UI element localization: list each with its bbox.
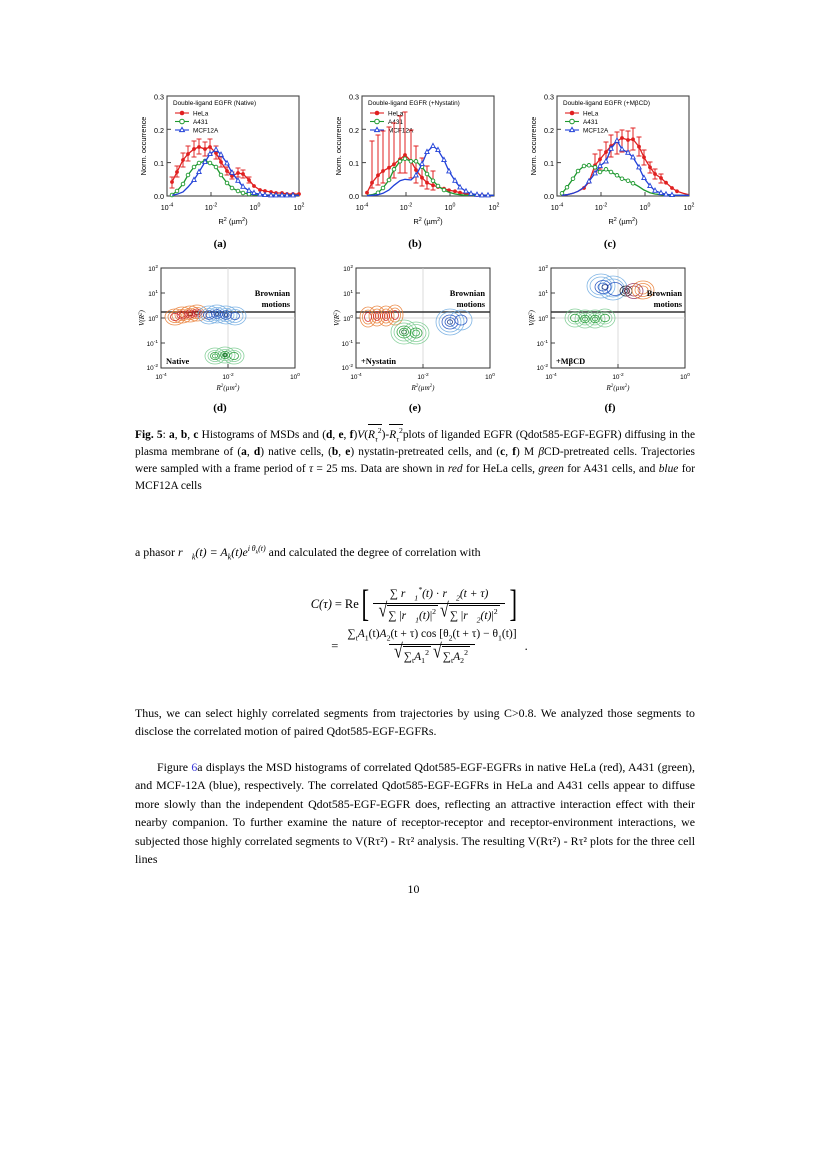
svg-text:102: $10^2$: [293, 202, 305, 212]
svg-text:10-4: $10^{-4}$: [160, 202, 174, 212]
panel-d: [135, 260, 305, 414]
panel-b-caption: (b): [408, 238, 422, 250]
panel-f-condition-label: +MβCD: [556, 357, 586, 366]
svg-text:102: $10^2$: [538, 265, 548, 273]
svg-text:0.3: 0.3: [154, 92, 164, 102]
equation-line-1: C(τ) = Re [ ∑ $r⃗_1^*(t)$ · $r⃗_2(t + \tau)$ √ ∑ $|r⃗_1(t)|^2$ √ ∑ $|r⃗_2(t)|^2$ ]: [310, 583, 517, 626]
figure-row-contours: [135, 260, 695, 414]
svg-text:MCF12A: MCF12A: [583, 127, 609, 135]
svg-text:0.0: 0.0: [349, 192, 359, 201]
svg-text:A431: A431: [583, 118, 598, 126]
svg-text:V(R2): $V(R^2)$: [528, 310, 536, 326]
panel-c-caption: (c): [603, 238, 617, 250]
svg-text:10-1: $10^{-1}$: [146, 340, 158, 348]
svg-text:100: $10^0$: [680, 373, 690, 381]
panel-f-plot: [525, 260, 697, 400]
svg-text:HeLa: HeLa: [193, 110, 209, 118]
panel-b: [330, 88, 500, 250]
page-number: 10: [407, 882, 420, 896]
svg-text:10-2: $10^{-2}$: [536, 364, 548, 372]
svg-text:100: $10^0$: [538, 315, 548, 323]
bracket-left-icon: [: [361, 583, 369, 626]
svg-text:0.2: 0.2: [544, 125, 554, 135]
svg-text:MCF12A: MCF12A: [388, 127, 414, 135]
svg-text:Norm. occurrence: Norm. occurrence: [139, 116, 148, 176]
panel-d-condition-label: Native: [166, 357, 190, 366]
paragraph-figure-6: [135, 758, 695, 869]
svg-text:102: $10^2$: [343, 265, 353, 273]
panel-a-caption: (a): [213, 238, 227, 250]
figure-5: [135, 88, 695, 414]
svg-text:0.3: 0.3: [349, 92, 359, 102]
svg-text:V(R2): $V(R^2)$: [333, 310, 341, 326]
svg-text:100: $10^0$: [148, 315, 158, 323]
equation-fraction-1: [373, 585, 504, 624]
svg-text:V(R2): $V(R^2)$: [138, 310, 146, 326]
svg-text:102: $10^2$: [148, 265, 158, 273]
equation-numerator-1: ∑ $r⃗_1^*(t)$ · $r⃗_2(t + \tau)$: [389, 585, 489, 603]
equation-denominator-2: √ $\sum_tA_1^2$ √ $\sum_tA_2^2$: [389, 644, 475, 665]
svg-text:101: $10^1$: [538, 290, 548, 298]
panel-f-annotation-line2: motions: [653, 300, 682, 309]
panel-f: [525, 260, 695, 414]
panel-b-plot: [330, 88, 500, 236]
svg-text:10-2: $10^{-2}$: [417, 373, 429, 381]
svg-text:10-2: $10^{-2}$: [222, 373, 234, 381]
svg-text:100: $10^0$: [249, 202, 261, 212]
svg-text:0.1: 0.1: [544, 159, 554, 169]
svg-text:HeLa: HeLa: [388, 110, 404, 118]
equation-fraction-2: [343, 628, 520, 664]
svg-text:10-2: $10^{-2}$: [204, 202, 218, 212]
svg-text:A431: A431: [388, 118, 403, 126]
svg-text:102: $10^2$: [488, 202, 500, 212]
equation-denominator-1: √ ∑ $|r⃗_1(t)|^2$ √ ∑ $|r⃗_2(t)|^2$: [373, 603, 504, 624]
bracket-right-icon: ]: [509, 583, 517, 626]
panel-e-annotation-line2: motions: [456, 300, 485, 309]
panel-b-legend-title: Double-ligand EGFR (+Nystatin): [368, 100, 460, 107]
panel-e: [330, 260, 500, 414]
svg-text:R2 (µm2): $R^2$ (µm$^2$): [413, 216, 443, 226]
panel-e-annotation-line1: Brownian: [449, 289, 485, 298]
svg-text:100: $10^0$: [485, 373, 495, 381]
svg-text:10-2: $10^{-2}$: [341, 364, 353, 372]
svg-text:0.2: 0.2: [154, 125, 164, 135]
panel-d-annotation-line2: motions: [261, 300, 290, 309]
equation-correlation: [135, 585, 695, 665]
svg-text:10-2: $10^{-2}$: [399, 202, 413, 212]
svg-text:10-2: $10^{-2}$: [594, 202, 608, 212]
svg-text:R2(µm2): $R^2(\mu m^2)$: [216, 384, 240, 392]
svg-text:10-4: $10^{-4}$: [550, 202, 564, 212]
equation-l-h-s: C(τ): [310, 597, 332, 612]
svg-text:101: $10^1$: [343, 290, 353, 298]
svg-text:102: $10^2$: [683, 202, 695, 212]
svg-text:10-4: $10^{-4}$: [155, 373, 167, 381]
svg-text:100: $10^0$: [343, 315, 353, 323]
panel-c: [525, 88, 695, 250]
paragraph-thus: Thus, we can select highly correlated segments from trajectories by using C>0.8. We analyzed those segments to disclose the correlated motion of paired Qdot585-EGF-EGFRs.: [135, 706, 695, 739]
svg-text:10-4: $10^{-4}$: [545, 373, 557, 381]
svg-text:R2(µm2): $R^2(\mu m^2)$: [411, 384, 435, 392]
svg-text:10-2: $10^{-2}$: [612, 373, 624, 381]
svg-text:10-2: $10^{-2}$: [146, 364, 158, 372]
panel-f-annotation-line1: Brownian: [646, 289, 682, 298]
figure-ref-pre: Figure: [157, 760, 192, 774]
figure-caption: Fig. 5: a, b, c Histograms of MSDs and (d, e, $f)V(R_\tau^2)-R_\tau^2plots$ of liganded EGFR (Qdot585-EGF-EGFR) diffusing in the plasma membrane of (a, d) native cells, (b, e) nystatin-pretreated cells, and (c, f) M βCD-pretreated cells. Trajectories were sampled with a frame period of τ = 25 ms. Data are shown in red for HeLa cells, green for A431 cells, and blue for MCF12A cells: [135, 426, 695, 492]
panel-a-legend-title: Double-ligand EGFR (Native): [173, 100, 257, 107]
svg-text:0.0: 0.0: [544, 192, 554, 201]
figure-row-histograms: [135, 88, 695, 250]
paragraph-phasor: [135, 543, 695, 564]
svg-text:10-4: $10^{-4}$: [355, 202, 369, 212]
equation-re-operator: Re: [344, 597, 359, 612]
svg-text:R2 (µm2): $R^2$ (µm$^2$): [608, 216, 638, 226]
phasor-formula: $r⃗_k(t) = A_k(t)e^{i \theta_k(t)}$: [177, 544, 266, 562]
svg-text:10-4: $10^{-4}$: [350, 373, 362, 381]
svg-text:100: $10^0$: [639, 202, 651, 212]
svg-text:0.1: 0.1: [349, 159, 359, 169]
svg-text:0.2: 0.2: [349, 125, 359, 135]
panel-e-condition-label: +Nystatin: [361, 357, 397, 366]
svg-text:HeLa: HeLa: [583, 110, 599, 118]
panel-f-caption: (f): [604, 402, 616, 414]
panel-c-plot: [525, 88, 695, 236]
svg-text:MCF12A: MCF12A: [193, 127, 219, 135]
svg-text:R2(µm2): $R^2(\mu m^2)$: [606, 384, 630, 392]
svg-text:100: $10^0$: [290, 373, 300, 381]
svg-text:A431: A431: [193, 118, 208, 126]
panel-d-plot: [135, 260, 307, 400]
equation-numerator-2: $\sum_tA_1(t)A_2(t + \tau)$ $\cos [\theta_2(t + \tau) - \theta_1(t)]$: [347, 628, 517, 643]
svg-text:Norm. occurrence: Norm. occurrence: [334, 116, 343, 176]
panel-d-annotation-line1: Brownian: [254, 289, 290, 298]
panel-a: [135, 88, 305, 250]
svg-text:0.3: 0.3: [544, 92, 554, 102]
panel-d-caption: (d): [213, 402, 227, 414]
panel-c-legend-title: Double-ligand EGFR (+MβCD): [563, 100, 650, 107]
svg-text:R2 (µm2): $R^2$ (µm$^2$): [218, 216, 248, 226]
svg-text:10-1: $10^{-1}$: [536, 340, 548, 348]
svg-text:100: $10^0$: [444, 202, 456, 212]
figure-6-link[interactable]: 6: [191, 760, 198, 774]
figure-ref-post: a displays the MSD histograms of correlated Qdot585-EGF-EGFRs in native HeLa (red), A431 (green), and MCF-12A (blue), respectively. The correlated Qdot585-EGF-EGFRs in HeLa and A431 cells appear to diffuse more slowly than the independent Qdot585-EGF-EGFR does, reflecting an attractive interaction effect with their nearby companion. To further examine the nature of receptor-receptor and receptor-environment interactions, we subjected those highly correlated segments to V(Rτ²) - Rτ² analysis. The resulting V(Rτ²) - Rτ² plots for the three cell lines: [135, 760, 695, 867]
equation-line-2: = $\sum_tA_1(t)A_2(t + \tau)$ $\cos [\theta_2(t + \tau) - \theta_1(t)]$ √ $\sum_tA_1^2$ √ $\sum_tA_2^2$ .: [331, 628, 528, 665]
svg-text:10-1: $10^{-1}$: [341, 340, 353, 348]
svg-text:0.1: 0.1: [154, 159, 164, 169]
svg-text:0.0: 0.0: [154, 192, 164, 201]
svg-text:101: $10^1$: [148, 290, 158, 298]
phasor-text-post: and calculated the degree of correlation with: [265, 545, 481, 559]
panel-e-caption: (e): [408, 402, 422, 414]
svg-text:Norm. occurrence: Norm. occurrence: [529, 116, 538, 176]
phasor-text-pre: a phasor: [135, 545, 178, 559]
panel-e-plot: [330, 260, 502, 400]
panel-a-plot: [135, 88, 305, 236]
